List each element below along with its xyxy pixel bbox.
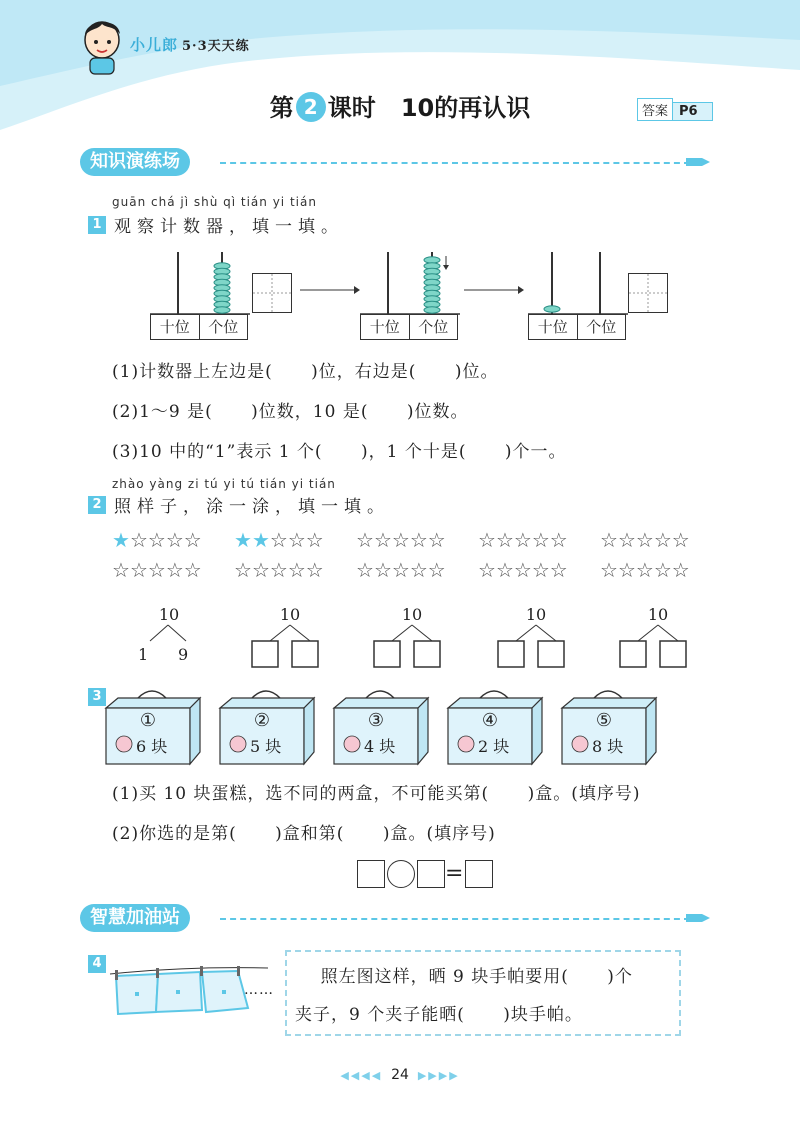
- star-outline-icon[interactable]: ☆: [373, 528, 392, 552]
- tens-label: 十位: [361, 315, 410, 339]
- q2-instruction: 照样子，涂一涂，填一填。: [114, 497, 390, 517]
- bond-5: [620, 625, 686, 667]
- q3-number: 3: [88, 688, 106, 706]
- star-outline-icon[interactable]: ☆: [600, 528, 618, 552]
- box-number: ③: [367, 710, 385, 731]
- q1-line-3: (3)10 中的“1”表示 1 个( )，1 个十是( )个一。: [112, 442, 567, 462]
- bond-3-top: 10: [401, 605, 423, 624]
- q3-line-1: (1)买 10 块蛋糕，选不同的两盒，不可能买第( )盒。(填序号): [112, 784, 641, 804]
- star-outline-icon[interactable]: ☆: [305, 558, 324, 582]
- star-groups: [112, 528, 722, 588]
- cake-box: [442, 684, 546, 768]
- star-outline-icon[interactable]: ☆: [183, 558, 202, 582]
- cake-count: 8 块: [592, 737, 624, 756]
- star-outline-icon[interactable]: ☆: [671, 558, 690, 582]
- star-outline-icon[interactable]: ☆: [495, 558, 514, 582]
- star-outline-icon[interactable]: ☆: [269, 558, 288, 582]
- star-outline-icon[interactable]: ☆: [373, 558, 392, 582]
- star-row: [356, 558, 446, 582]
- equation-operator-circle[interactable]: [387, 860, 415, 888]
- bond-1-left: 1: [138, 645, 149, 664]
- bond-2: [252, 625, 318, 667]
- star-row: [478, 558, 568, 582]
- boy-mascot-icon: [78, 14, 126, 76]
- brand-logo: 小儿郎 5·3天天练: [130, 36, 250, 54]
- star-outline-icon[interactable]: ☆: [427, 528, 446, 552]
- star-outline-icon[interactable]: ☆: [635, 558, 654, 582]
- pencil-icon: [686, 154, 710, 170]
- q1-pinyin: guān chá jì shù qì tián yi tián: [112, 195, 317, 209]
- star-outline-icon[interactable]: ☆: [549, 558, 568, 582]
- bond-5-top: 10: [647, 605, 669, 624]
- cake-box: [100, 684, 204, 768]
- star-outline-icon[interactable]: ☆: [513, 528, 532, 552]
- star-outline-icon[interactable]: ☆: [165, 558, 184, 582]
- q1-number: 1: [88, 216, 106, 234]
- star-row: [234, 558, 324, 582]
- star-row: [600, 528, 690, 552]
- q4-number: 4: [88, 955, 106, 973]
- equation-result-box[interactable]: [465, 860, 493, 888]
- q4-line-1: 照左图这样，晒 9 块手帕要用( )个: [295, 967, 633, 987]
- star-outline-icon[interactable]: ☆: [478, 558, 496, 582]
- star-outline-icon[interactable]: ☆: [600, 558, 618, 582]
- star-row: [478, 528, 568, 552]
- tens-label: 十位: [529, 315, 578, 339]
- star-outline-icon[interactable]: ☆: [147, 528, 166, 552]
- star-outline-icon[interactable]: ☆: [356, 558, 374, 582]
- star-row: [112, 558, 202, 582]
- q2-pinyin: zhào yàng zi tú yi tú tián yi tián: [112, 477, 336, 491]
- star-outline-icon[interactable]: ☆: [549, 528, 568, 552]
- star-filled-icon[interactable]: ★: [251, 528, 270, 552]
- cake-count: 2 块: [478, 737, 510, 756]
- cake-box: [214, 684, 318, 768]
- cake-box: [328, 684, 432, 768]
- star-outline-icon[interactable]: ☆: [409, 558, 428, 582]
- star-outline-icon[interactable]: ☆: [495, 528, 514, 552]
- box-number: ⑤: [595, 710, 613, 731]
- page-number: 24: [391, 1067, 409, 1083]
- star-outline-icon[interactable]: ☆: [409, 528, 428, 552]
- q1-line-2: (2)1～9 是( )位数，10 是( )位数。: [112, 402, 469, 422]
- bond-4: [498, 625, 564, 667]
- star-row: [600, 558, 690, 582]
- star-filled-icon[interactable]: ★: [112, 528, 130, 552]
- star-outline-icon[interactable]: ☆: [251, 558, 270, 582]
- star-outline-icon[interactable]: ☆: [635, 528, 654, 552]
- ones-label: 个位: [586, 318, 617, 336]
- bond-3: [374, 625, 440, 667]
- page-title: 第 2 课时 10的再认识: [269, 94, 531, 122]
- cake-count: 4 块: [364, 737, 396, 756]
- equals-sign: =: [445, 861, 464, 886]
- cake-count: 6 块: [136, 737, 168, 756]
- star-outline-icon[interactable]: ☆: [531, 528, 550, 552]
- q3-line-2: (2)你选的是第( )盒和第( )盒。(填序号): [112, 824, 496, 844]
- star-outline-icon[interactable]: ☆: [287, 528, 306, 552]
- q2-number: 2: [88, 496, 106, 514]
- star-outline-icon[interactable]: ☆: [356, 528, 374, 552]
- abacus-2: [360, 250, 470, 340]
- bond-4-top: 10: [525, 605, 547, 624]
- q1-instruction: 观察计数器，填一填。: [114, 217, 344, 237]
- star-outline-icon[interactable]: ☆: [653, 528, 672, 552]
- equation-template: [357, 860, 499, 890]
- arrow-right-icon: [300, 285, 360, 295]
- star-outline-icon[interactable]: ☆: [287, 558, 306, 582]
- box-number: ①: [139, 710, 157, 731]
- star-outline-icon[interactable]: ☆: [269, 528, 288, 552]
- star-outline-icon[interactable]: ☆: [391, 558, 410, 582]
- star-row: [112, 528, 202, 552]
- answer-reference: 答案 P6: [637, 98, 713, 121]
- equation-box-1[interactable]: [357, 860, 385, 888]
- cake-box: [556, 684, 660, 768]
- bond-1-top: 10: [158, 605, 180, 624]
- star-outline-icon[interactable]: ☆: [165, 528, 184, 552]
- ones-label: 个位: [208, 318, 239, 336]
- cake-count: 5 块: [250, 737, 282, 756]
- bond-2-top: 10: [279, 605, 301, 624]
- star-filled-icon[interactable]: ★: [234, 528, 252, 552]
- star-outline-icon[interactable]: ☆: [129, 558, 148, 582]
- pencil-icon: [686, 910, 710, 926]
- arrow-right-icon: [464, 285, 524, 295]
- q4-line-2: 夹子，9 个夹子能晒( )块手帕。: [295, 1005, 583, 1025]
- ones-label: 个位: [418, 318, 449, 336]
- star-outline-icon[interactable]: ☆: [183, 528, 202, 552]
- star-outline-icon[interactable]: ☆: [147, 558, 166, 582]
- star-outline-icon[interactable]: ☆: [129, 528, 148, 552]
- star-outline-icon[interactable]: ☆: [112, 558, 130, 582]
- equation-box-2[interactable]: [417, 860, 445, 888]
- star-outline-icon[interactable]: ☆: [478, 528, 496, 552]
- q4-text-box: [285, 950, 681, 1036]
- star-outline-icon[interactable]: ☆: [671, 528, 690, 552]
- box-number: ②: [253, 710, 271, 731]
- continuation-dots: ……: [244, 982, 274, 998]
- section-boost: 智慧加油站: [80, 904, 710, 934]
- abacus-3: [528, 250, 638, 340]
- page-footer: ◀◀◀◀ 24 ▶▶▶▶: [340, 1067, 460, 1083]
- star-outline-icon[interactable]: ☆: [427, 558, 446, 582]
- star-outline-icon[interactable]: ☆: [391, 528, 410, 552]
- answer-box-abacus-3[interactable]: [628, 273, 668, 313]
- star-outline-icon[interactable]: ☆: [234, 558, 252, 582]
- star-row: [356, 528, 446, 552]
- tens-label: 十位: [151, 315, 200, 339]
- q1-line-1: (1)计数器上左边是( )位，右边是( )位。: [112, 362, 499, 382]
- bond-1: [150, 625, 186, 641]
- star-outline-icon[interactable]: ☆: [617, 528, 636, 552]
- star-outline-icon[interactable]: ☆: [513, 558, 532, 582]
- section-practice: 知识演练场: [80, 148, 710, 178]
- star-outline-icon[interactable]: ☆: [617, 558, 636, 582]
- star-row: [234, 528, 324, 552]
- box-number: ④: [481, 710, 499, 731]
- lesson-number-badge: 2: [296, 92, 326, 122]
- cake-boxes: [100, 684, 700, 770]
- star-outline-icon[interactable]: ☆: [653, 558, 672, 582]
- bond-1-right: 9: [178, 645, 189, 664]
- star-outline-icon[interactable]: ☆: [531, 558, 550, 582]
- star-outline-icon[interactable]: ☆: [305, 528, 324, 552]
- answer-box-abacus-1[interactable]: [252, 273, 292, 313]
